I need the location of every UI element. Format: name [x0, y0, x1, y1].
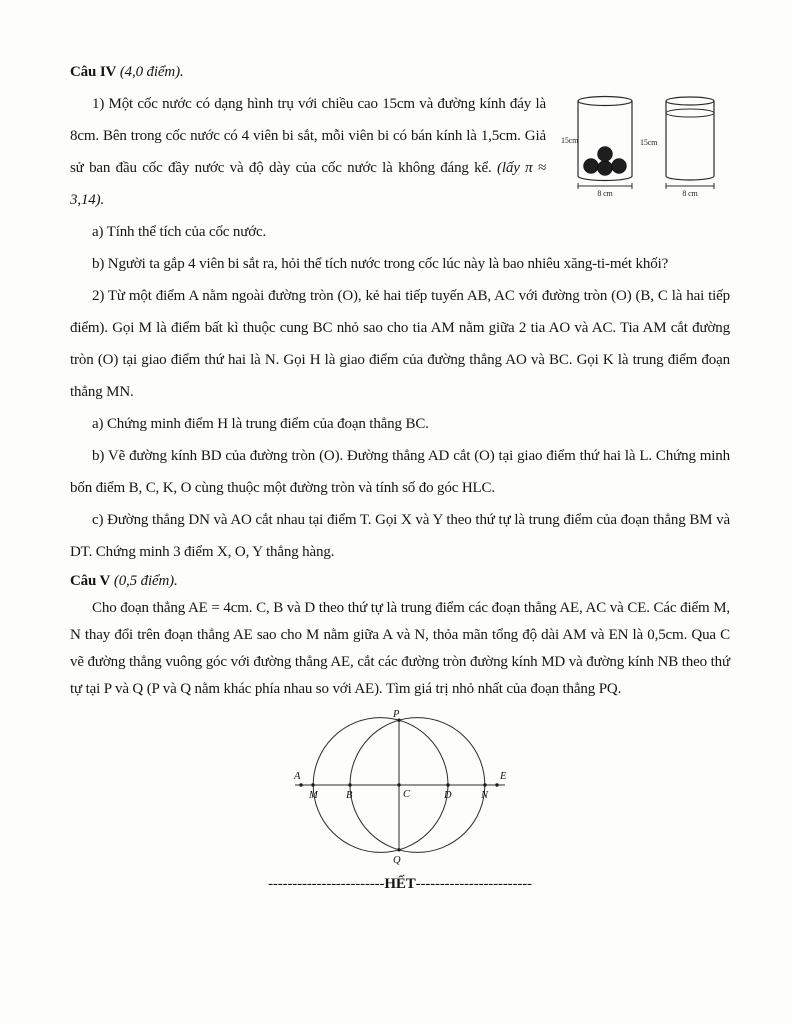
cylinders-figure — [560, 92, 730, 198]
cau4-item-2a: a) Chứng minh điểm H là trung điểm của đoạn thẳng BC. — [92, 416, 429, 432]
cau4-problem1-text: 1) Một cốc nước có dạng hình trụ với chiều cao 15cm và đường kính đáy là 8cm. Bên trong cốc nước có 4 viên bi sắt, mỗi viên bi có bán kính là 1,5cm. Giả sử ban đầu cốc đầy nước và độ dày của cốc nước là không đáng kể. — [70, 96, 546, 176]
cau4-item-1a: a) Tính thể tích của cốc nước. — [92, 224, 267, 240]
point-label-C: C — [402, 789, 410, 800]
cylinders-drawing-icon — [560, 92, 730, 198]
point-label-P: P — [392, 709, 399, 720]
geometry-drawing-icon — [293, 707, 508, 869]
cau5-heading-label: Câu V — [70, 573, 111, 589]
geometry-figure — [293, 707, 508, 869]
document-content — [70, 56, 730, 899]
point-label-D: D — [443, 790, 451, 801]
end-marker-label: HẾT — [384, 876, 416, 892]
point-label-N: N — [480, 790, 488, 801]
end-marker-dashes-left: ------------------------ — [268, 876, 385, 892]
cylinder1-diameter-label: 8 cm — [597, 189, 613, 198]
cau5-heading-points: (0,5 điểm). — [113, 573, 178, 589]
cau4-heading-label: Câu IV — [70, 64, 117, 80]
cau4-problem1-note: (lấy π ≈ 3,14). — [70, 160, 546, 208]
end-marker-dashes-right: ------------------------ — [415, 876, 532, 892]
cau4-item-2b: b) Vẽ đường kính BD của đường tròn (O). Đường thẳng AD cắt (O) tại giao điểm thứ hai là L. Chứng minh bốn điểm B, C, K, O cùng thuộc một đường tròn và tính số đo góc HLC. — [70, 448, 730, 496]
cau5-problem: Cho đoạn thẳng AE = 4cm. C, B và D theo thứ tự là trung điểm các đoạn thẳng AE, AC và CE. Các điểm M, N thay đổi trên đoạn thẳng AE sao cho M nằm giữa A và N, thỏa mãn tổng độ dài AM và EN là 0,5cm. Qua C vẽ đường thẳng vuông góc với đường thẳng AE, cắt các đường tròn đường kính MD và đường kính NB theo thứ tự tại P và Q (P và Q nằm khác phía nhau so với AE). Tìm giá trị nhỏ nhất của đoạn thẳng PQ. — [70, 600, 730, 697]
end-marker — [70, 869, 730, 899]
cau5-heading — [70, 568, 730, 595]
cau4-item-2c: c) Đường thẳng DN và AO cắt nhau tại điểm T. Gọi X và Y theo thứ tự là trung điểm của đoạn thẳng BM và DT. Chứng minh 3 điểm X, O, Y thẳng hàng. — [70, 512, 730, 560]
cau4-problem2: 2) Từ một điểm A nằm ngoài đường tròn (O), kẻ hai tiếp tuyến AB, AC với đường tròn (O) (B, C là hai tiếp điểm). Gọi M là điểm bất kì thuộc cung BC nhỏ sao cho tia AM nằm giữa 2 tia AO và AC. Tia AM cắt đường tròn (O) tại giao điểm thứ hai là N. Gọi H là giao điểm của đường thẳng AO và BC. Gọi K là trung điểm đoạn thẳng MN. — [70, 288, 730, 400]
cylinder2-diameter-label: 8 cm — [682, 189, 698, 198]
point-label-E: E — [499, 771, 506, 782]
point-label-M: M — [308, 790, 318, 801]
point-label-B: B — [345, 790, 352, 801]
point-label-A: A — [293, 771, 300, 782]
cau4-item-1b: b) Người ta gắp 4 viên bi sắt ra, hỏi thể tích nước trong cốc lúc này là bao nhiêu xăng-ti-mét khối? — [92, 256, 669, 272]
point-label-Q: Q — [392, 855, 400, 866]
cau4-heading — [70, 56, 730, 88]
cylinder2-height-label: 15cm — [640, 138, 658, 147]
cylinder1-height-label: 15cm — [561, 136, 579, 145]
cau4-heading-points: (4,0 điểm). — [119, 64, 184, 80]
